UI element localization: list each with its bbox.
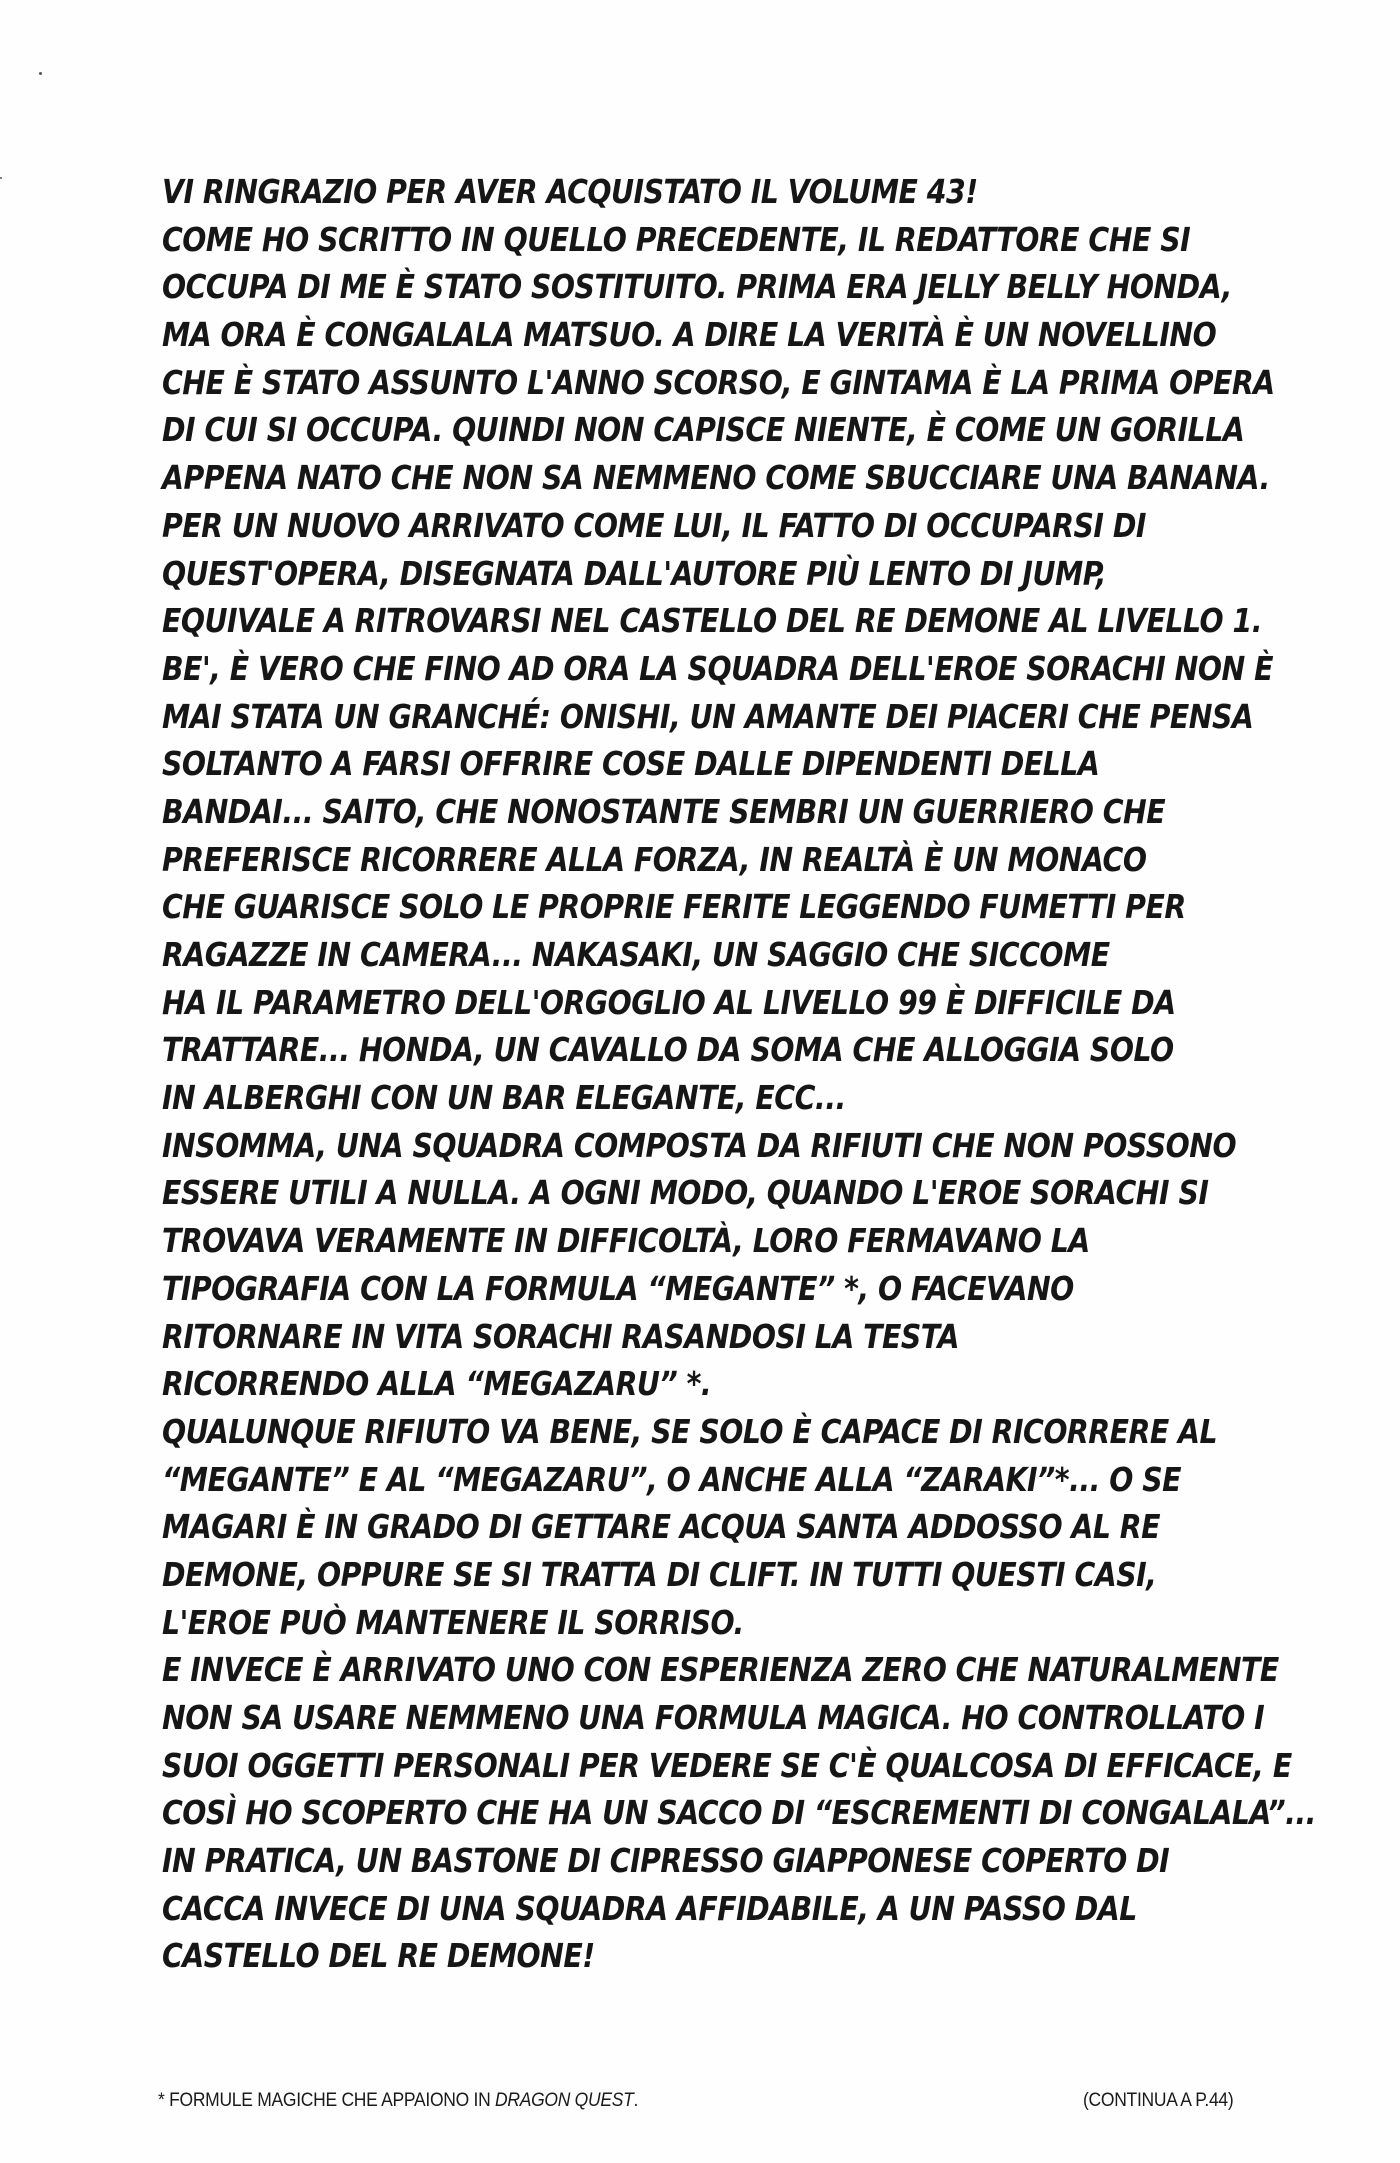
continued-on-page-note: (CONTINUA A P.44) — [1083, 2090, 1234, 2111]
letter-line: RAGAZZE IN CAMERA... NAKASAKI, UN SAGGIO CHE SICCOME — [162, 935, 1110, 974]
letter-line: INSOMMA, UNA SQUADRA COMPOSTA DA RIFIUTI CHE NON POSSONO — [162, 1125, 1237, 1165]
letter-line: CHE È STATO ASSUNTO L'ANNO SCORSO, E GINTAMA È LA PRIMA OPERA — [162, 362, 1275, 402]
letter-line: RITORNARE IN VITA SORACHI RASANDOSI LA TESTA — [162, 1316, 959, 1356]
page-footer — [0, 2090, 1400, 2120]
footnote — [158, 2090, 638, 2112]
letter-line: TRATTARE... HONDA, UN CAVALLO DA SOMA CHE ALLOGGIA SOLO — [162, 1030, 1174, 1070]
letter-line: PREFERISCE RICORRERE ALLA FORZA, IN REALTÀ È UN MONACO — [162, 839, 1147, 879]
scan-speck — [39, 72, 42, 75]
letter-line: TIPOGRAFIA CON LA FORMULA “MEGANTE” *, O FACEVANO — [162, 1268, 1074, 1308]
letter-line: MAGARI È IN GRADO DI GETTARE ACQUA SANTA ADDOSSO AL RE — [162, 1507, 1161, 1547]
letter-line: CACCA INVECE DI UNA SQUADRA AFFIDABILE, A UN PASSO DAL — [162, 1888, 1137, 1928]
letter-line: CHE GUARISCE SOLO LE PROPRIE FERITE LEGGENDO FUMETTI PER — [162, 887, 1186, 927]
letter-line: VI RINGRAZIO PER AVER ACQUISTATO IL VOLUME 43! — [162, 172, 978, 211]
letter-line: MA ORA È CONGALALA MATSUO. A DIRE LA VERITÀ È UN NOVELLINO — [162, 315, 1217, 355]
footnote-text: * FORMULE MAGICHE CHE APPAIONO IN — [158, 2090, 496, 2111]
letter-line: HA IL PARAMETRO DELL'ORGOGLIO AL LIVELLO 99 È DIFFICILE DA — [162, 982, 1176, 1022]
letter-line: BE', È VERO CHE FINO AD ORA LA SQUADRA DELL'EROE SORACHI NON È — [162, 648, 1273, 688]
letter-line: DEMONE, OPPURE SE SI TRATTA DI CLIFT. IN TUTTI QUESTI CASI, — [162, 1554, 1157, 1594]
letter-line: PER UN NUOVO ARRIVATO COME LUI, IL FATTO DI OCCUPARSI DI — [162, 505, 1146, 545]
letter-line: COSÌ HO SCOPERTO CHE HA UN SACCO DI “ESCREMENTI DI CONGALALA”... — [162, 1793, 1316, 1833]
letter-line: RICORRENDO ALLA “MEGAZARU” *. — [162, 1364, 712, 1404]
author-letter-body — [162, 168, 1322, 1980]
letter-line: SUOI OGGETTI PERSONALI PER VEDERE SE C'È QUALCOSA DI EFFICACE, E — [162, 1745, 1292, 1785]
letter-line: QUALUNQUE RIFIUTO VA BENE, SE SOLO È CAPACE DI RICORRERE AL — [162, 1411, 1218, 1451]
letter-line: ESSERE UTILI A NULLA. A OGNI MODO, QUANDO L'EROE SORACHI SI — [162, 1173, 1209, 1213]
letter-line: APPENA NATO CHE NON SA NEMMENO COME SBUCCIARE UNA BANANA. — [162, 458, 1270, 498]
letter-line: SOLTANTO A FARSI OFFRIRE COSE DALLE DIPENDENTI DELLA — [162, 744, 1100, 784]
letter-line: L'EROE PUÒ MANTENERE IL SORRISO. — [162, 1602, 744, 1642]
letter-line: MAI STATA UN GRANCHÉ: ONISHI, UN AMANTE DEI PIACERI CHE PENSA — [162, 696, 1254, 736]
letter-line: OCCUPA DI ME È STATO SOSTITUITO. PRIMA ERA JELLY BELLY HONDA, — [162, 267, 1232, 307]
letter-line: “MEGANTE” E AL “MEGAZARU”, O ANCHE ALLA “ZARAKI”*... O SE — [162, 1459, 1182, 1499]
letter-line: COME HO SCRITTO IN QUELLO PRECEDENTE, IL REDATTORE CHE SI — [162, 219, 1191, 259]
footnote-title: DRAGON QUEST — [495, 2090, 634, 2111]
letter-line: QUEST'OPERA, DISEGNATA DALL'AUTORE PIÙ LENTO DI JUMP, — [162, 553, 1106, 593]
letter-line: NON SA USARE NEMMENO UNA FORMULA MAGICA. HO CONTROLLATO I — [162, 1698, 1265, 1737]
letter-line: TROVAVA VERAMENTE IN DIFFICOLTÀ, LORO FERMAVANO LA — [162, 1221, 1090, 1261]
letter-line: IN PRATICA, UN BASTONE DI CIPRESSO GIAPPONESE COPERTO DI — [162, 1841, 1170, 1881]
letter-line: BANDAI... SAITO, CHE NONOSTANTE SEMBRI UN GUERRIERO CHE — [162, 791, 1166, 831]
letter-line: IN ALBERGHI CON UN BAR ELEGANTE, ECC... — [162, 1078, 846, 1118]
letter-line: EQUIVALE A RITROVARSI NEL CASTELLO DEL RE DEMONE AL LIVELLO 1. — [162, 601, 1263, 641]
letter-line: DI CUI SI OCCUPA. QUINDI NON CAPISCE NIENTE, È COME UN GORILLA — [162, 410, 1245, 450]
scan-speck — [0, 177, 2, 179]
footnote-suffix: . — [633, 2090, 639, 2111]
letter-line: CASTELLO DEL RE DEMONE! — [162, 1936, 595, 1976]
letter-line: E INVECE È ARRIVATO UNO CON ESPERIENZA ZERO CHE NATURALMENTE — [162, 1650, 1279, 1690]
